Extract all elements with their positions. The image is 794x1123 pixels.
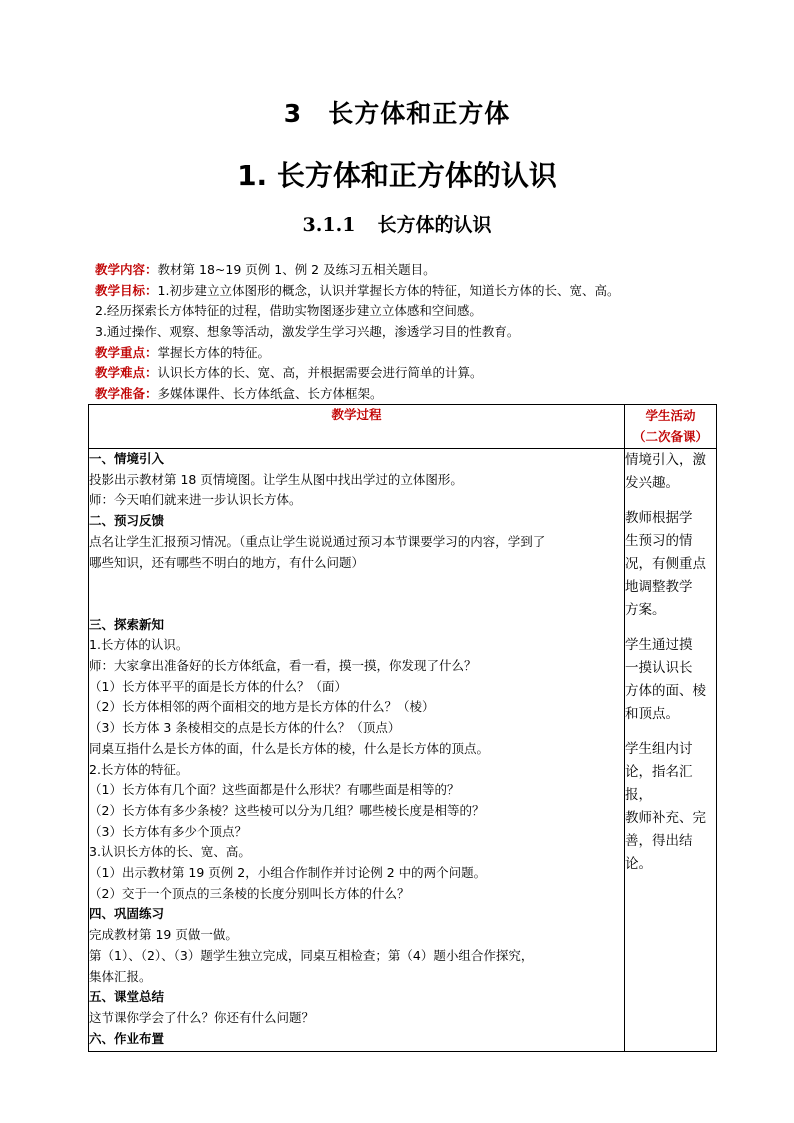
info-value: 认识长方体的长、宽、高，并根据需要会进行简单的计算。 (157, 365, 483, 381)
process-line: 哪些知识，还有哪些不明白的地方，有什么问题） (89, 554, 365, 570)
section-heading: 三、探索新知 (89, 616, 165, 632)
activity-line: 教师根据学 (625, 510, 693, 526)
info-value: 1.初步建立立体图形的概念，认识并掌握长方体的特征，知道长方体的长、宽、高。 (157, 282, 620, 298)
process-line: （1）长方体平平的面是长方体的什么？（面） (89, 678, 347, 694)
info-value: 教材第 18~19 页例 1、例 2 及练习五相关题目。 (157, 262, 436, 277)
activity-line: 学生组内讨 (625, 741, 693, 757)
info-label: 教学难点 (95, 365, 146, 381)
info-label: 教学准备 (95, 386, 146, 402)
process-line: 完成教材第 19 页做一做。 (89, 927, 238, 943)
process-line: 师：大家拿出准备好的长方体纸盒，看一看，摸一摸，你发现了什么？ (89, 658, 477, 673)
teaching-process-cell (89, 449, 625, 1052)
header-teaching-process: 教学过程 (89, 405, 625, 449)
lesson-number: 3.1.1 (302, 214, 356, 236)
process-line: 投影出示教材第 18 页情境图。让学生从图中找出学过的立体图形。 (89, 471, 463, 487)
student-activity-cell (625, 449, 717, 1052)
activity-line: 教师补充、完 (625, 810, 706, 826)
activity-line: 善，得出结论。 (625, 833, 693, 872)
process-line: 点名让学生汇报预习情况。（重点让学生说说通过预习本节课要学习的内容，学到了 (89, 533, 546, 549)
info-goals: 教学目标：1.初步建立立体图形的概念，认识并掌握长方体的特征，知道长方体的长、宽、高。 (95, 282, 620, 298)
process-line: 师：今天咱们就来进一步认识长方体。 (89, 492, 302, 508)
lesson-title (0, 210, 794, 237)
process-line: 2.长方体的特征。 (89, 761, 189, 777)
activity-line: 方体的面、棱 (625, 683, 706, 699)
activity-line: 地调整教学 (625, 579, 693, 595)
lesson-title-text: 长方体的认识 (377, 214, 492, 236)
info-key: 教学重点：掌握长方体的特征。 (95, 344, 271, 360)
process-line: 第（1）、（2）、（3）题学生独立完成，同桌互相检查；第（4）题小组合作探究， (89, 947, 534, 963)
activity-line: 情境引入，激 (625, 452, 706, 468)
info-label: 教学重点 (95, 344, 146, 360)
activity-line: 方案。 (625, 602, 666, 618)
process-line: （2）长方体有多少条棱？这些棱可以分为几组？哪些棱长度是相等的？ (89, 802, 485, 818)
info-goal-line: 3.通过操作、观察、想象等活动，激发学生学习兴趣，渗透学习目的性教育。 (95, 324, 520, 340)
info-value: 多媒体课件、长方体纸盒、长方体框架。 (157, 386, 383, 402)
process-line: 这节课你学会了什么？你还有什么问题？ (89, 1009, 315, 1025)
info-content: 教学内容：教材第 18~19 页例 1、例 2 及练习五相关题目。 (95, 262, 436, 277)
info-goal-line: 2.经历探索长方体特征的过程，借助实物图逐步建立立体感和空间感。 (95, 303, 482, 319)
process-line: （3）长方体有多少个顶点？ (89, 823, 247, 839)
section-heading: 二、预习反馈 (89, 513, 165, 529)
activity-line: 况，有侧重点 (625, 556, 706, 572)
info-label: 教学目标 (95, 282, 146, 298)
process-line: 3.认识长方体的长、宽、高。 (89, 844, 251, 860)
unit-title-text: 长方体和正方体 (328, 99, 511, 128)
lesson-info (95, 260, 725, 405)
info-difficulty: 教学难点：认识长方体的长、宽、高，并根据需要会进行简单的计算。 (95, 365, 483, 381)
section-heading: 四、巩固练习 (89, 906, 165, 922)
process-line: 集体汇报。 (89, 968, 152, 984)
table-body-row (89, 449, 717, 1052)
header-student-activity: 学生活动 （二次备课） (625, 405, 717, 449)
activity-line: 学生通过摸 (625, 637, 693, 653)
section-heading: 六、作业布置 (89, 1030, 165, 1046)
info-prep: 教学准备：多媒体课件、长方体纸盒、长方体框架。 (95, 386, 383, 402)
activity-line: 和顶点。 (625, 706, 679, 722)
info-value: 掌握长方体的特征。 (157, 344, 271, 360)
process-line: 同桌互指什么是长方体的面，什么是长方体的棱，什么是长方体的顶点。 (89, 740, 490, 756)
activity-line: 论，指名汇报， (625, 764, 693, 803)
process-line: （2）交于一个顶点的三条棱的长度分别叫长方体的什么？ (89, 885, 410, 901)
process-line: 1.长方体的认识。 (89, 637, 189, 653)
section-title: 1. 长方体和正方体的认识 (237, 159, 557, 192)
process-line: （2）长方体相邻的两个面相交的地方是长方体的什么？（棱） (89, 699, 435, 715)
activity-line: 一摸认识长 (625, 660, 693, 676)
section-heading: 一、情境引入 (89, 451, 165, 466)
table-header-row (89, 405, 717, 449)
activity-line: 生预习的情 (625, 533, 693, 549)
unit-title (0, 94, 794, 130)
section-heading: 五、课堂总结 (89, 989, 165, 1005)
activity-line: 发兴趣。 (625, 475, 679, 491)
process-line: （1）长方体有几个面？这些面都是什么形状？有哪些面是相等的？ (89, 782, 460, 798)
unit-number: 3 (283, 99, 303, 128)
process-line: （3）长方体 3 条棱相交的点是长方体的什么？（顶点） (89, 720, 401, 736)
process-line: （1）出示教材第 19 页例 2，小组合作制作并讨论例 2 中的两个问题。 (89, 865, 487, 881)
lesson-table (88, 404, 717, 1052)
info-label: 教学内容 (95, 262, 146, 277)
